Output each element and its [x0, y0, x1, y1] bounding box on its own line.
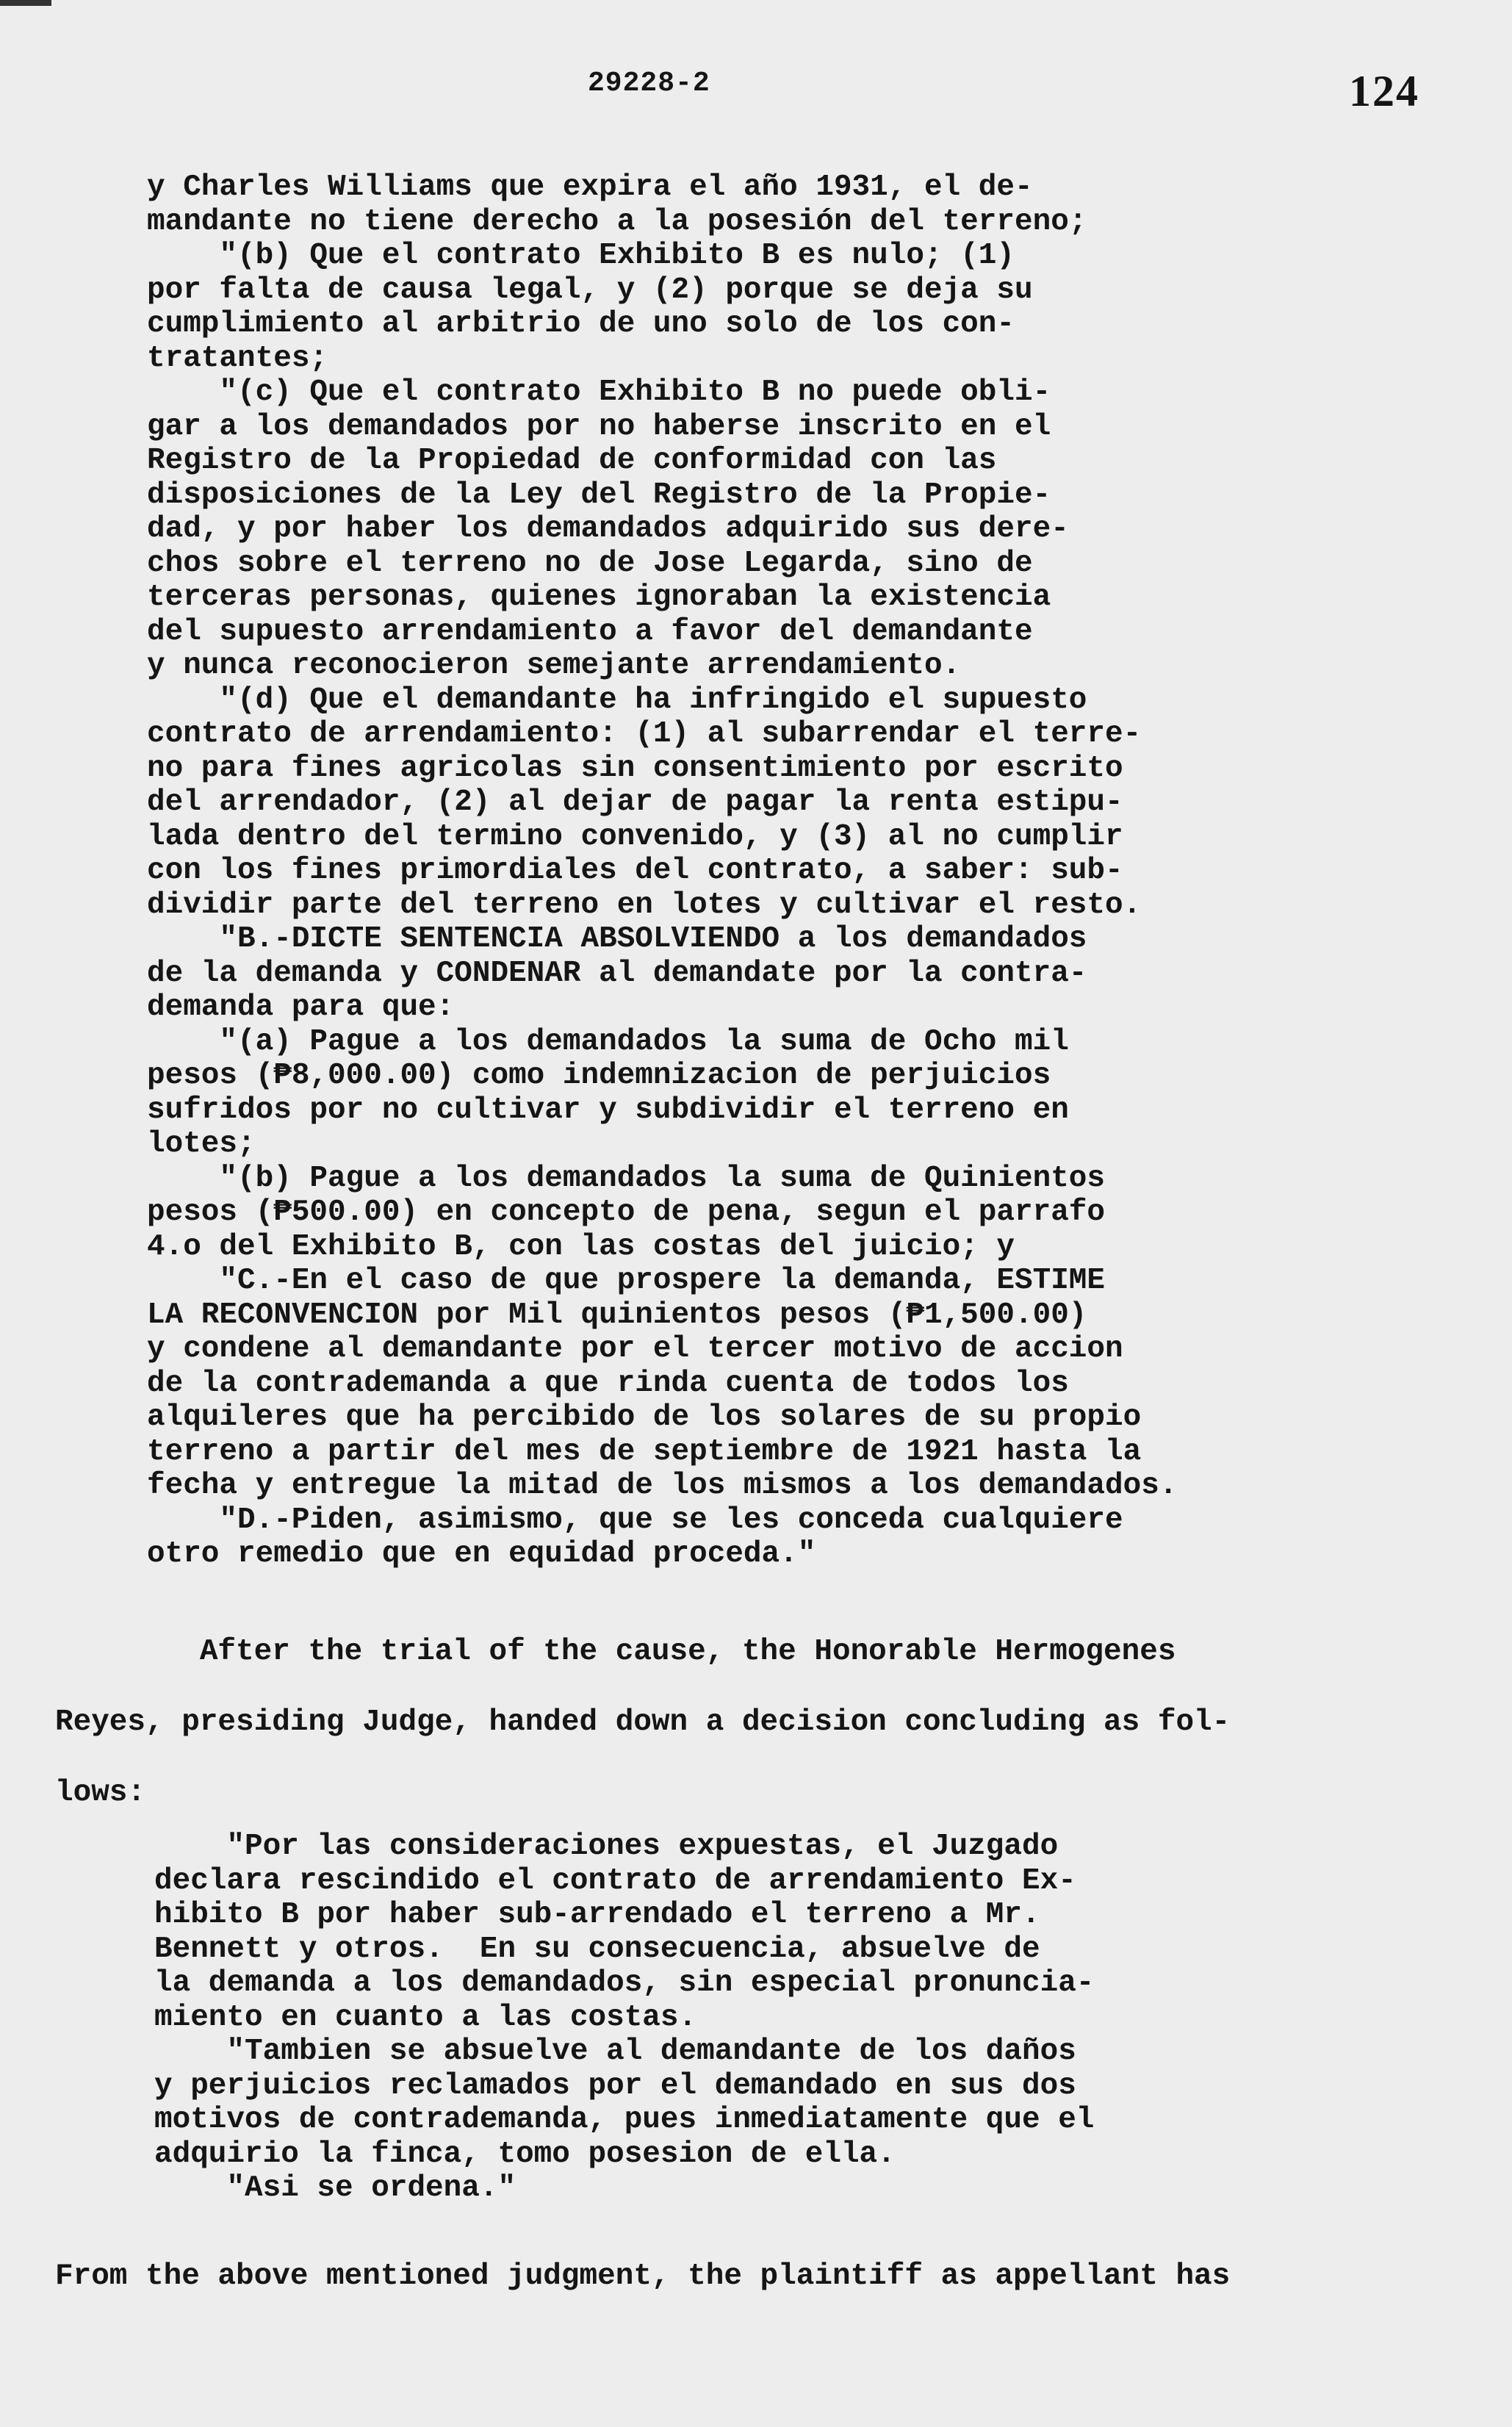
- text-line: "Por las consideraciones expuestas, el Juzgado: [154, 1830, 1059, 1863]
- text-line: lows:: [55, 1776, 146, 1810]
- page-number: 124: [1349, 67, 1419, 115]
- text-line: "(b) Que el contrato Exhibito B es nulo; (1): [147, 239, 1015, 273]
- text-line: Bennett y otros. En su consecuencia, absuelve de: [154, 1932, 1040, 1966]
- text-line: "B.-DICTE SENTENCIA ABSOLVIENDO a los demandados: [147, 922, 1087, 956]
- text-line: 4.o del Exhibito B, con las costas del juicio; y: [147, 1229, 1015, 1264]
- text-line: y nunca reconocieron semejante arrendamiento.: [147, 649, 961, 683]
- text-line: contrato de arrendamiento: (1) al subarrendar el terre-: [147, 717, 1142, 751]
- text-line: y Charles Williams que expira el año 1931, el de-: [147, 170, 1033, 204]
- text-line: "(d) Que el demandante ha infringido el supuesto: [147, 683, 1087, 717]
- text-line: "C.-En el caso de que prospere la demanda, ESTIME: [147, 1264, 1106, 1298]
- quoted-pleading: [147, 170, 1469, 1572]
- text-line: chos sobre el terreno no de Jose Legarda, sino de: [147, 546, 1033, 580]
- text-line: hibito B por haber sub-arrendado el terreno a Mr.: [154, 1898, 1040, 1932]
- text-line: con los fines primordiales del contrato, a saber: sub-: [147, 854, 1123, 888]
- quoted-decision: [154, 1830, 1462, 2206]
- text-line: dividir parte del terreno en lotes y cultivar el resto.: [147, 888, 1142, 922]
- text-line: otro remedio que en equidad proceda.": [147, 1537, 816, 1571]
- text-line: "D.-Piden, asimismo, que se les conceda cualquiere: [147, 1503, 1123, 1537]
- document-number: 29228-2: [588, 68, 710, 99]
- text-line: lada dentro del termino convenido, y (3) al no cumplir: [147, 819, 1123, 854]
- text-line: la demanda a los demandados, sin especial pronuncia-: [154, 1966, 1095, 2000]
- text-line: de la demanda y CONDENAR al demandate por la contra-: [147, 956, 1087, 990]
- text-line: del supuesto arrendamiento a favor del demandante: [147, 614, 1033, 649]
- text-line: "Tambien se absuelve al demandante de los daños: [154, 2035, 1076, 2068]
- text-line: "Asi se ordena.": [154, 2171, 516, 2205]
- text-line: terceras personas, quienes ignoraban la existencia: [147, 580, 1051, 614]
- text-line: adquirio la finca, tomo posesion de ella.: [154, 2137, 896, 2171]
- text-line: LA RECONVENCION por Mil quinientos pesos (₱1,500.00): [147, 1298, 1087, 1332]
- text-line: disposiciones de la Ley del Registro de la Propie-: [147, 478, 1051, 512]
- text-line: mandante no tiene derecho a la posesión del terreno;: [147, 204, 1087, 239]
- text-line: cumplimiento al arbitrio de uno solo de los con-: [147, 307, 1015, 341]
- text-line: motivos de contrademanda, pues inmediatamente que el: [154, 2103, 1095, 2137]
- text-line: fecha y entregue la mitad de los mismos a los demandados.: [147, 1469, 1178, 1503]
- scan-edge-mark: [0, 0, 51, 6]
- text-line: por falta de causa legal, y (2) porque se deja su: [147, 273, 1033, 307]
- text-line: declara rescindido el contrato de arrendamiento Ex-: [154, 1863, 1076, 1898]
- text-line: no para fines agricolas sin consentimiento por escrito: [147, 751, 1123, 785]
- text-line: Registro de la Propiedad de conformidad con las: [147, 444, 997, 478]
- text-line: tratantes;: [147, 341, 328, 375]
- text-line: y perjuicios reclamados por el demandado en sus dos: [154, 2068, 1076, 2103]
- text-line: "(c) Que el contrato Exhibito B no puede obli-: [147, 375, 1051, 409]
- closing-line: From the above mentioned judgment, the plaintiff as appellant has: [55, 2259, 1231, 2293]
- text-line: miento en cuanto a las costas.: [154, 2000, 697, 2035]
- text-line: lotes;: [147, 1127, 256, 1161]
- text-line: pesos (₱500.00) en concepto de pena, segun el parrafo: [147, 1195, 1106, 1229]
- narrative-paragraph: [55, 1617, 1436, 1828]
- text-line: terreno a partir del mes de septiembre de 1921 hasta la: [147, 1434, 1142, 1469]
- text-line: del arrendador, (2) al dejar de pagar la renta estipu-: [147, 785, 1123, 819]
- text-line: y condene al demandante por el tercer motivo de accion: [147, 1332, 1123, 1366]
- text-line: gar a los demandados por no haberse inscrito en el: [147, 409, 1051, 444]
- text-line: de la contrademanda a que rinda cuenta de todos los: [147, 1366, 1069, 1401]
- text-line: "(a) Pague a los demandados la suma de Ocho mil: [147, 1024, 1069, 1059]
- text-line: alquileres que ha percibido de los solares de su propio: [147, 1401, 1142, 1434]
- text-line: Reyes, presiding Judge, handed down a decision concluding as fol-: [55, 1705, 1231, 1739]
- text-line: dad, y por haber los demandados adquirido sus dere-: [147, 512, 1069, 546]
- text-line: "(b) Pague a los demandados la suma de Quinientos: [147, 1161, 1106, 1195]
- text-line: After the trial of the cause, the Honorable Hermogenes: [55, 1635, 1176, 1669]
- text-line: pesos (₱8,000.00) como indemnizacion de perjuicios: [147, 1059, 1051, 1093]
- text-line: sufridos por no cultivar y subdividir el terreno en: [147, 1093, 1069, 1127]
- text-line: demanda para que:: [147, 990, 455, 1024]
